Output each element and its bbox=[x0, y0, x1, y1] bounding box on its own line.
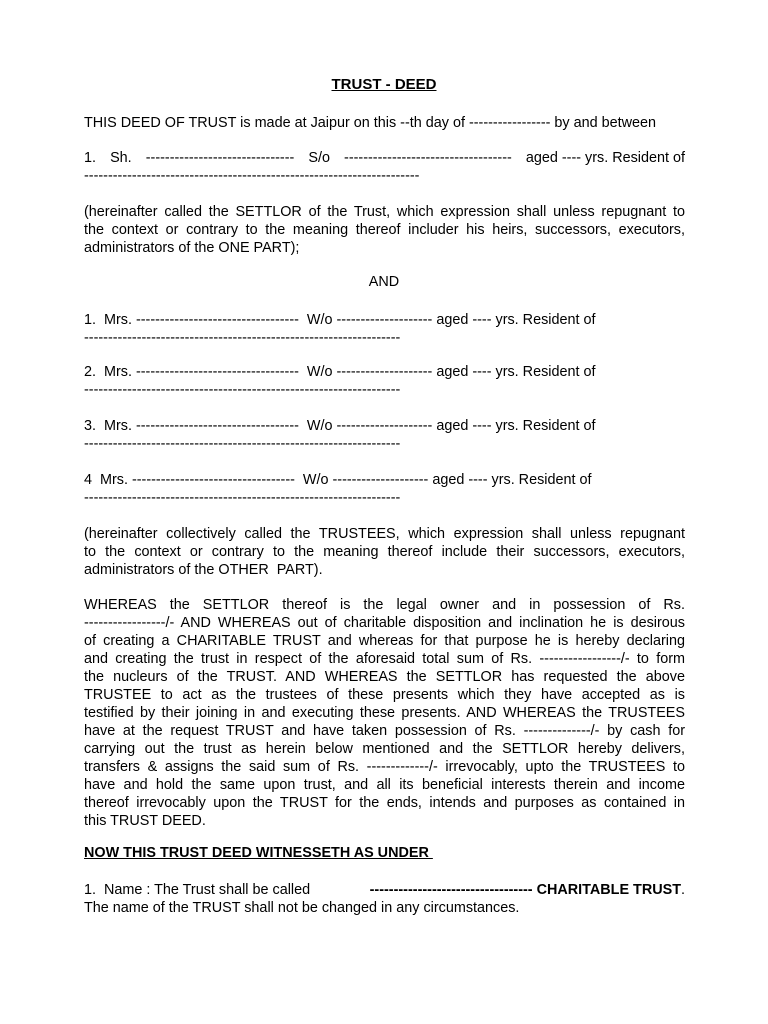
trustee-entry bbox=[84, 417, 685, 453]
trustees-clause-line: administrators of the OTHER PART). bbox=[84, 562, 323, 578]
trustee-entry bbox=[84, 471, 685, 507]
document-title: TRUST - DEED bbox=[331, 76, 437, 93]
settlor-number: 1. bbox=[84, 150, 97, 166]
and-separator: AND bbox=[368, 274, 400, 290]
whereas-line: the nucleurs of the TRUST. AND WHEREAS the SETTLOR has requested the above bbox=[84, 669, 685, 685]
whereas-line: have at the request TRUST and have taken possession of Rs. --------------/- by cash for bbox=[84, 723, 685, 739]
whereas-line: have and hold the same upon trust, and all its beneficial interests therein and income bbox=[84, 777, 685, 793]
trustee-line: 3. Mrs. ---------------------------------- W/o -------------------- aged ---- yrs. Resident of bbox=[84, 418, 596, 434]
trustee-address-blank: ------------------------------------------------------------------ bbox=[84, 382, 401, 398]
trustees-clause-line: (hereinafter collectively called the TRUSTEES, which expression shall unless repugnant bbox=[84, 526, 685, 542]
settlor-relation: S/o bbox=[308, 150, 330, 166]
settlor-clause bbox=[84, 203, 685, 257]
settlor-father-blank: ----------------------------------- bbox=[344, 150, 512, 166]
settlor-name-blank: ------------------------------- bbox=[145, 150, 295, 166]
clause-1-suffix: . bbox=[681, 882, 685, 898]
whereas-line: of creating a CHARITABLE TRUST and whereas for that purpose he is hereby declaring bbox=[84, 633, 685, 649]
trustee-address-blank: ------------------------------------------------------------------ bbox=[84, 330, 401, 346]
trustees-clause-line: to the context or contrary to the meaning thereof include their successors, executors, bbox=[84, 544, 685, 560]
whereas-line: WHEREAS the SETTLOR thereof is the legal owner and in possession of Rs. bbox=[84, 597, 685, 613]
clause-1-prefix: 1. Name : The Trust shall be called bbox=[84, 882, 315, 898]
trustee-address-blank: ------------------------------------------------------------------ bbox=[84, 436, 401, 452]
clause-1-line bbox=[84, 881, 685, 899]
trustee-line: 4 Mrs. ---------------------------------- W/o -------------------- aged ---- yrs. Resident of bbox=[84, 472, 592, 488]
settlor-clause-line: (hereinafter called the SETTLOR of the Trust, which expression shall unless repugnant to bbox=[84, 204, 685, 220]
trustee-address-blank: ------------------------------------------------------------------ bbox=[84, 490, 401, 506]
settlor-address-blank: ---------------------------------------------------------------------- bbox=[84, 168, 420, 184]
whereas-line: TRUSTEE to act as the trustees of these presents which they have accepted as is bbox=[84, 687, 685, 703]
clause-1 bbox=[84, 881, 685, 917]
whereas-line: this TRUST DEED. bbox=[84, 813, 206, 829]
trustee-entry bbox=[84, 363, 685, 399]
settlor-clause-line: administrators of the ONE PART); bbox=[84, 240, 300, 256]
clause-1-second-line: The name of the TRUST shall not be changed in any circumstances. bbox=[84, 900, 520, 916]
intro-line: THIS DEED OF TRUST is made at Jaipur on this --th day of ----------------- by and between bbox=[84, 115, 657, 131]
trustee-entry bbox=[84, 311, 685, 347]
whereas-paragraph bbox=[84, 596, 685, 830]
whereas-line: carrying out the trust as herein below mentioned and the SETTLOR hereby delivers, bbox=[84, 741, 685, 757]
whereas-line: testified by their joining in and executing these presents. AND WHEREAS the TRUSTEES bbox=[84, 705, 685, 721]
whereas-line: -----------------/- AND WHEREAS out of charitable disposition and inclination he is desirous bbox=[84, 615, 685, 631]
whereas-line: and creating the trust in respect of the aforesaid total sum of Rs. -----------------/- to form bbox=[84, 651, 685, 667]
trust-name-blank: ---------------------------------- CHARITABLE TRUST bbox=[369, 882, 681, 898]
trustees-clause bbox=[84, 525, 685, 579]
settlor-clause-line: the context or contrary to the meaning thereof includer his heirs, successors, executors, bbox=[84, 222, 685, 238]
trustee-line: 2. Mrs. ---------------------------------- W/o -------------------- aged ---- yrs. Resident of bbox=[84, 364, 596, 380]
whereas-line: transfers & assigns the said sum of Rs. -------------/- irrevocably, upto the TRUSTEES to bbox=[84, 759, 685, 775]
whereas-line: thereof irrevocably upon the TRUST for the ends, intends and purposes as contained in bbox=[84, 795, 685, 811]
settlor-title: Sh. bbox=[110, 150, 132, 166]
settlor-entry bbox=[84, 149, 685, 185]
witnesseth-heading: NOW THIS TRUST DEED WITNESSETH AS UNDER bbox=[84, 845, 433, 861]
settlor-line bbox=[84, 149, 685, 167]
settlor-age-residence: aged ---- yrs. Resident of bbox=[525, 150, 685, 166]
trustee-line: 1. Mrs. ---------------------------------- W/o -------------------- aged ---- yrs. Resident of bbox=[84, 312, 596, 328]
